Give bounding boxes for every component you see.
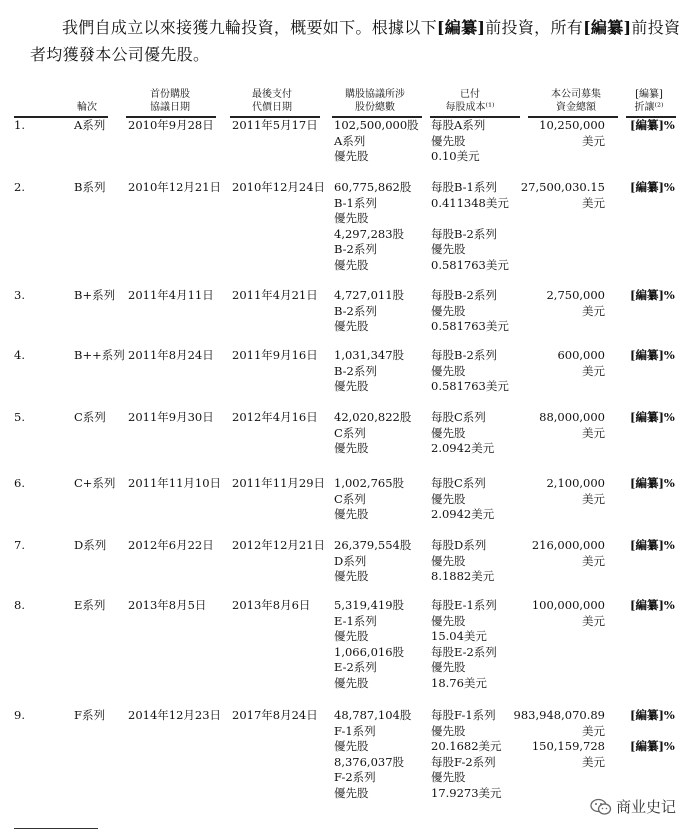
row-first-date: 2011年4月11日 [128,288,214,302]
row-discount [630,288,675,304]
row-first-date: 2012年6月22日 [128,538,214,552]
row-shares: 48,787,104股 F-1系列 優先股 8,376,037股 F-2系列 優先股 [334,708,412,800]
row-series: B系列 [74,180,106,194]
row-discount-value: [編纂]% [630,118,675,132]
header-discount: [編纂] 折讓⁽²⁾ [634,89,664,113]
row-cost: 每股B-2系列 優先股 0.581763美元 [431,348,509,393]
intro-text-3: 前投資者均獲發本公司優先股。 [30,18,681,64]
row-series: B++系列 [74,348,125,362]
row-series: F系列 [74,708,105,722]
row-last-date: 2017年8月24日 [232,708,318,722]
row-discount-value: [編纂]% [630,738,675,753]
row-number: 2. [14,180,25,194]
row-last-date: 2011年9月16日 [232,348,318,362]
row-first-date: 2013年8月5日 [128,598,207,612]
row-cost: 每股E-1系列 優先股 15.04美元 每股E-2系列 優先股 18.76美元 [431,598,497,690]
row-last-date: 2013年8月6日 [232,598,311,612]
row-amount [557,348,605,379]
row-number: 3. [14,288,25,302]
header-last-date: 最後支付 代價日期 [252,89,292,113]
row-number: 4. [14,348,25,362]
row-shares: 60,775,862股 B-1系列 優先股 4,297,283股 B-2系列 優先股 [334,180,412,272]
row-number: 7. [14,538,25,552]
row-amount-value: 2,750,000 美元 [546,288,605,318]
intro-text-1: 我們自成立以來接獲九輪投資，概要如下。根據以下 [62,18,437,37]
row-last-date: 2010年12月24日 [232,180,326,194]
row-shares: 1,031,347股 B-2系列 優先股 [334,348,405,393]
row-amount-value: 10,250,000 美元 [539,118,605,148]
row-last-date: 2012年12月21日 [232,538,326,552]
row-discount-value: [編纂]% [630,708,675,722]
row-amount [532,538,605,569]
row-amount [539,410,605,441]
row-last-date: 2011年11月29日 [232,476,326,490]
row-discount-value: [編纂]% [630,288,675,302]
row-amount [539,118,605,149]
row-amount-value: 2,100,000 美元 [546,476,605,506]
row-number: 1. [14,118,25,132]
row-discount [630,118,675,134]
row-first-date: 2014年12月23日 [128,708,222,722]
header-amount: 本公司募集 資金總額 [551,89,601,113]
row-discount [630,348,675,364]
intro-redacted-2: [編纂] [583,18,632,37]
row-amount-value: 983,948,070.89 美元 [513,708,605,738]
row-first-date: 2010年9月28日 [128,118,214,132]
row-first-date: 2011年9月30日 [128,410,214,424]
row-series: B+系列 [74,288,116,302]
row-number: 6. [14,476,25,490]
row-shares: 5,319,419股 E-1系列 優先股 1,066,016股 E-2系列 優先股 [334,598,405,690]
intro-redacted-1: [編纂] [436,18,486,37]
header-shares: 購股協議所涉 股份總數 [345,89,405,113]
wechat-icon [590,798,612,816]
row-number: 5. [14,410,25,424]
row-first-date: 2010年12月21日 [128,180,222,194]
row-shares: 4,727,011股 B-2系列 優先股 [334,288,405,333]
row-amount [532,598,605,629]
row-cost: 每股C系列 優先股 2.0942美元 [431,410,495,455]
row-amount-value: 216,000,000 美元 [531,538,605,568]
watermark-text: 商业史记 [616,798,677,816]
row-shares: 1,002,765股 C系列 優先股 [334,476,405,521]
row-last-date: 2011年5月17日 [232,118,318,132]
row-discount [630,410,675,426]
row-amount [546,476,605,507]
row-first-date: 2011年11月10日 [128,476,222,490]
row-series: C+系列 [74,476,116,490]
row-last-date: 2012年4月16日 [232,410,318,424]
row-series: D系列 [74,538,107,552]
row-cost: 每股D系列 優先股 8.1882美元 [431,538,495,583]
row-cost: 每股C系列 優先股 2.0942美元 [431,476,495,521]
header-first-date: 首份購股 協議日期 [150,89,190,113]
row-number: 9. [14,708,25,722]
row-amount [521,180,605,211]
row-cost: 每股A系列 優先股 0.10美元 [431,118,486,163]
row-amount-value: 27,500,030.15 美元 [520,180,605,210]
row-number: 8. [14,598,25,612]
row-discount [630,476,675,492]
header-cost: 已付 每股成本⁽¹⁾ [445,89,495,113]
row-amount-value: 100,000,000 美元 [531,598,605,628]
row-amount-value: 88,000,000 美元 [539,410,605,440]
row-shares: 42,020,822股 C系列 優先股 [334,410,412,455]
watermark [590,796,676,817]
row-first-date: 2011年8月24日 [128,348,214,362]
row-discount-value: [編纂]% [630,476,675,490]
intro-text-2: 前投資，所有 [485,18,584,37]
row-discount-value: [編纂]% [630,180,675,194]
row-cost: 每股B-1系列 0.411348美元 每股B-2系列 優先股 0.581763美元 [431,180,509,272]
row-discount [630,598,675,614]
row-discount-value: [編纂]% [630,410,675,424]
row-series: E系列 [74,598,106,612]
row-amount [546,288,605,319]
row-discount [630,180,675,196]
row-amount [514,708,605,770]
row-discount [630,708,675,754]
row-shares: 102,500,000股 A系列 優先股 [334,118,419,163]
row-discount [630,538,675,554]
row-shares: 26,379,554股 D系列 優先股 [334,538,412,583]
row-cost: 每股B-2系列 優先股 0.581763美元 [431,288,509,333]
header-round: 輪次 [77,102,97,113]
row-discount-value: [編纂]% [630,538,675,552]
row-discount-value: [編纂]% [630,348,675,362]
row-amount-value: 150,159,728 美元 [531,739,605,769]
row-amount-value: 600,000 美元 [557,348,605,378]
row-discount-value: [編纂]% [630,598,675,612]
intro-paragraph [30,14,685,68]
row-series: C系列 [74,410,106,424]
row-cost: 每股F-1系列 優先股 20.1682美元 每股F-2系列 優先股 17.9273美元 [431,708,502,800]
row-series: A系列 [74,118,106,132]
row-last-date: 2011年4月21日 [232,288,318,302]
footnote-divider [14,828,98,829]
